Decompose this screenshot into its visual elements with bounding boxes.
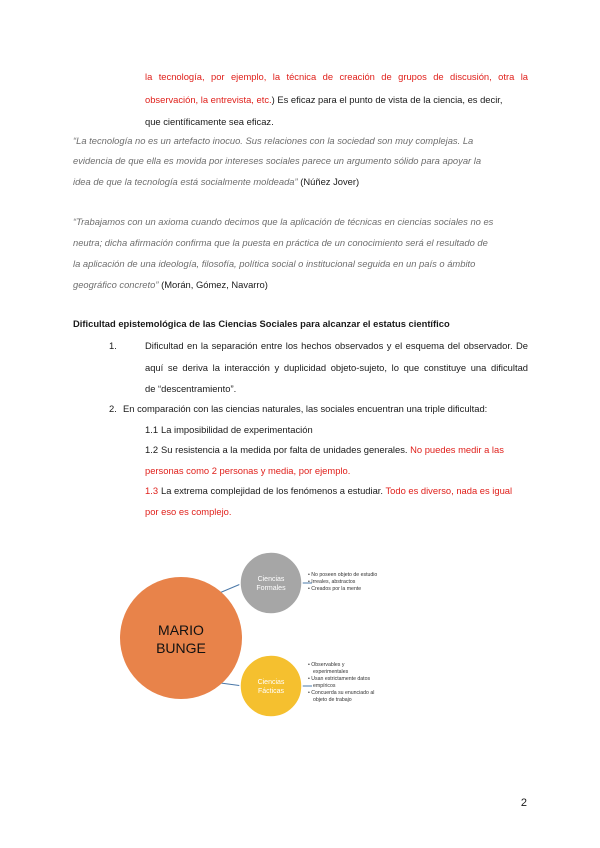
paragraph-line xyxy=(145,66,528,87)
red-text: No puedes medir a las xyxy=(407,444,504,455)
paragraph-line xyxy=(145,89,528,110)
paragraph-line xyxy=(145,111,274,132)
node-circle-formales xyxy=(240,552,302,614)
sub-item-line xyxy=(161,439,504,460)
quote-author: (Morán, Gómez, Navarro) xyxy=(158,279,268,290)
quote-author: (Núñez Jover) xyxy=(297,176,360,187)
diagram-svg xyxy=(118,540,408,740)
list-item-line: de “descentramiento”. xyxy=(145,383,237,394)
mario-bunge-diagram xyxy=(118,540,408,740)
list-item-line: aquí se deriva la interacción y duplicidad objeto-sujeto, lo que constituye una dificultad xyxy=(145,362,528,373)
sub-item-text: La imposibilidad de experimentación xyxy=(161,424,313,435)
red-text: observación, la entrevista, etc. xyxy=(145,94,272,105)
bullet-item: • Creados por la mente xyxy=(308,586,377,593)
formales-bullets xyxy=(308,572,377,593)
text: ) Es eficaz para el punto de vista de la ciencia, es decir, xyxy=(271,94,503,105)
sub-item-number: 1.3 xyxy=(145,485,159,496)
text: La extrema complejidad de los fenómenos a estudiar. xyxy=(161,485,384,496)
node-circle-facticas xyxy=(240,655,302,717)
list-item-number: 1. xyxy=(109,340,117,351)
bullet-item: • Concuerda su enunciado al xyxy=(308,690,374,697)
quote-line xyxy=(73,130,528,151)
sub-item-number: 1.2 xyxy=(145,444,159,455)
bullet-item: experimentales xyxy=(313,669,349,675)
quote-line xyxy=(73,253,528,274)
quote-line xyxy=(73,274,268,295)
red-text: la tecnología, por ejemplo, la técnica de creación de grupos de discusión, otra la xyxy=(145,71,528,82)
quote-text: geográfico concreto” xyxy=(73,279,159,290)
bullet-item: empíricos xyxy=(313,683,336,689)
text: Su resistencia a la medida por falta de unidades generales. xyxy=(161,444,408,455)
quote-line xyxy=(73,171,359,192)
sub-item-line: personas como 2 personas y media, por ejemplo. xyxy=(145,465,351,476)
quote-text: neutra; dicha afirmación confirma que la puesta en práctica de un conocimiento será el resultado de xyxy=(73,237,488,248)
quote-text: idea de que la tecnología está socialmente moldeada” xyxy=(73,176,298,187)
bullet-item: • Usan estrictamente datos xyxy=(308,676,374,683)
quote-text: la aplicación de una ideología, filosofía, política social o institucional seguida en un país o ámbito xyxy=(73,258,476,269)
quote-text: evidencia de que ella es movida por intereses sociales parece un argumento sólido para apoyar la xyxy=(73,155,482,166)
sub-item-number: 1.1 xyxy=(145,424,159,435)
center-circle xyxy=(120,577,242,699)
quote-line xyxy=(73,232,528,253)
quote-line xyxy=(73,150,528,171)
sub-item-line: por eso es complejo. xyxy=(145,506,232,517)
sub-item-line xyxy=(161,480,512,501)
facticas-bullets xyxy=(308,662,374,704)
center-label: BUNGE xyxy=(156,640,206,656)
node-label: Formales xyxy=(256,585,286,592)
text: que científicamente sea eficaz. xyxy=(145,116,274,127)
bullet-item: • Irreales, abstractos xyxy=(308,579,377,586)
red-text: Todo es diverso, nada es igual xyxy=(383,485,513,496)
page-number: 2 xyxy=(520,797,527,809)
bullet-item: • No poseen objeto de estudio xyxy=(308,572,377,579)
node-label: Ciencias xyxy=(257,679,285,686)
node-label: Fácticas xyxy=(257,688,285,695)
quote-line xyxy=(73,211,528,232)
center-label: MARIO xyxy=(158,622,204,638)
list-item-line: Dificultad en la separación entre los hechos observados y el esquema del observador. De xyxy=(145,340,528,351)
node-label: Ciencias xyxy=(257,576,285,583)
quote-text: “La tecnología no es un artefacto inocuo. Sus relaciones con la sociedad son muy complejas. La xyxy=(73,135,474,146)
list-item-number: 2. xyxy=(109,403,117,414)
quote-text: “Trabajamos con un axioma cuando decimos que la aplicación de técnicas en ciencias sociales no es xyxy=(73,216,494,227)
bullet-item: • Observables y xyxy=(308,662,374,669)
list-item-line: En comparación con las ciencias naturales, las sociales encuentran una triple dificultad: xyxy=(123,403,488,414)
section-heading: Dificultad epistemológica de las Ciencias Sociales para alcanzar el estatus científico xyxy=(73,318,450,329)
bullet-item: objeto de trabajo xyxy=(313,697,352,703)
